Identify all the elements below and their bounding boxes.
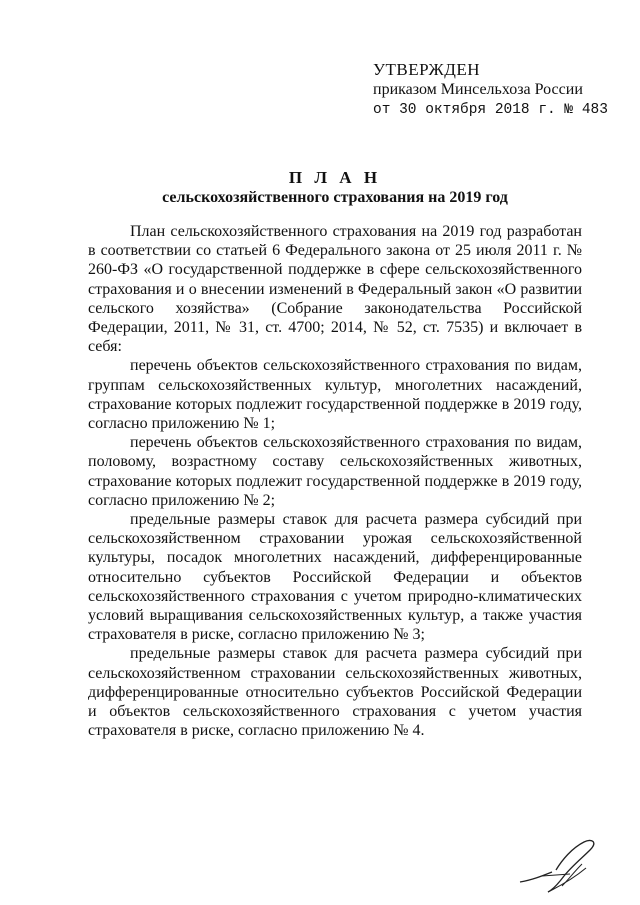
approved-heading: УТВЕРЖДЕН [373, 60, 480, 79]
document-body [88, 222, 582, 740]
paragraph-intro: План сельскохозяйственного страхования на 2019 год разработан в соответствии со статьей 6 Федерального закона от 25 июля 2011 г. № 260-ФЗ «О государственной поддержке в сфере сельскохозяйственного страхования и о внесении изменений в Федеральный закон «О развитии сельского хозяйства» (Собрание законодательства Российской Федерации, 2011, № 31, ст. 4700; 2014, № 52, ст. 7535) и включает в себя: [88, 223, 582, 356]
paragraph-item-2: перечень объектов сельскохозяйственного страхования по видам, половому, возрастному составу сельскохозяйственных животных, страхование которых подлежит государственной поддержке в 2019 году, согласно приложению № 2; [88, 434, 582, 509]
paragraph-item-3: предельные размеры ставок для расчета размера субсидий при сельскохозяйственном страховании урожая сельскохозяйственной культуры, посадок многолетних насаждений, дифференцированные относительно субъектов Российской Федерации и объектов сельскохозяйственного страхования с учетом природно-климатических условий выращивания сельскохозяйственных культур, а также участия страхователя в риске, согласно приложению № 3; [88, 511, 582, 644]
paragraph-item-1: перечень объектов сельскохозяйственного страхования по видам, группам сельскохозяйственных культур, многолетних насаждений, страхование которых подлежит государственной поддержке в 2019 году, согласно приложению № 1; [88, 357, 582, 433]
document-title: П Л А Н [288, 168, 382, 187]
approval-stamp-block [373, 60, 613, 120]
handwritten-signature-icon [512, 836, 612, 896]
order-date-number: от 30 октября 2018 г. № 483 [373, 102, 608, 118]
document-subtitle: сельскохозяйственного страхования на 2019 год [162, 189, 508, 206]
paragraph-item-4: предельные размеры ставок для расчета размера субсидий при сельскохозяйственном страховании сельскохозяйственных животных, дифференцированные относительно субъектов Российской Федерации и объектов сельскохозяйственного страхования с учетом участия страхователя в риске, согласно приложению № 4. [88, 645, 582, 740]
document-title-block [88, 168, 582, 208]
approved-by-order: приказом Минсельхоза России [373, 81, 583, 98]
